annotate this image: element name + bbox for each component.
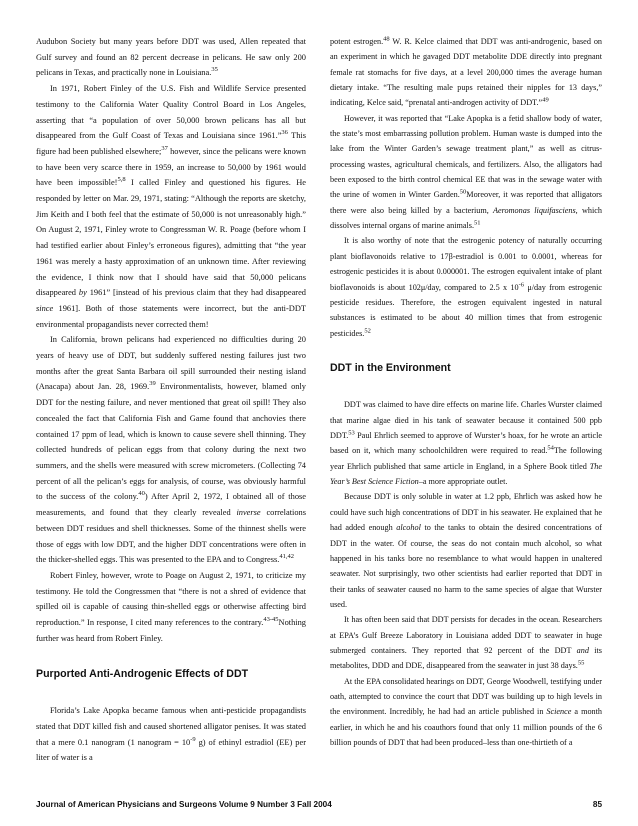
paragraph: Because DDT is only soluble in water at 1.2 ppb, Ehrlich was asked how he could have such high concentrations of DDT in his seawater. He explained that he had added enough alcohol to the tanks to obtain the desired concentrations of DDT in the water. Of course, the seas do not contain much alcohol, so what happened in his tanks bore no resemblance to what would happen in unaltered seawater. Not surprisingly, two other scientists had earlier reported that DDT in their tanks of seawater caused no harm to the same species of algae that Wurster used. bbox=[330, 492, 602, 609]
paragraph: Robert Finley, however, wrote to Poage on August 2, 1971, to criticize my testimony. He told the Congressmen that “there is not a shred of evidence that spilled oil is capable of causing thin-shelled eggs or otherwise affecting bird reproduction.” In response, I cited many references to the contrary.$^{43-45}$Nothing further was heard from Robert Finley. bbox=[36, 570, 306, 643]
paragraph: However, it was reported that “Lake Apopka is a fetid shallow body of water, the state’s most embarrassing pollution problem. Human waste is dumped into the lake from the Winter Garden’s sewage treatment plant,” as well as citrus-processing wastes, agricultural chemicals, and fertilizers. Also, the alligators had been exposed to the birth control chemical EE that was in the sewage water with the urine of women in Winter Garden.$^{50}$Moreover, it was reported that alligators there were also being killed by a bacterium, Aeromonas liquifasciens, which dissolves internal organs of marine animals.$^{51}$ bbox=[330, 113, 602, 231]
paragraph: In 1971, Robert Finley of the U.S. Fish and Wildlife Service presented testimony to the California Water Quality Control Board in Los Angeles, asserting that “a population of over 50,000 brown pelicans has all but disappeared from the Gulf Coast of Texas and Louisiana since 1961.”$^{36}$ This figure had been published elsewhere;$^{37}$ however, since the pelicans were known to have been very scarce there in 1959, an increase to 50,000 by 1961 would have been impossible!$^{5,8}$ I called Finley and questioned his figures. He responded by letter on Mar. 29, 1971, stating: “Although the reports are sketchy, Jim Keith and I both feel that the estimate of 50,000 is not unreasonably high.” On August 2, 1971, Finley wrote to Congressman W. R. Poage (before whom I had testified earlier about Finley’s erroneous figures), admitting that “the year 1961 was merely a hasty approximation of an unknown time. After reviewing the evidence, I think now that I should have said that 50,000 pelicans disappeared by 1961” [instead of his previous claim that they had disappeared since 1961]. Both of those statements were incorrect, but the anti-DDT environmental propagandists never corrected them! bbox=[36, 84, 307, 329]
paragraph: DDT was claimed to have dire effects on marine life. Charles Wurster claimed that marine algae died in his tank of seawater because it contained 500 ppb DDT.$^{53}$ Paul Ehrlich seemed to approve of Wurster’s hoax, for he wrote an article based on it, which many schoolchildren were required to read.$^{54}$The following year Ehrlich published that same article in England, in a Sphere Book titled The Year’s Best Science Fiction–a more appropriate outlet. bbox=[330, 400, 602, 487]
paragraph: Florida’s Lake Apopka became famous when anti-pesticide propagandists stated that DDT killed fish and caused shortened alligator penises. It was stated that a mere 0.1 nanogram (1 nanogram = $10^{-9}$ g) of ethinyl estradiol (EE) per liter of water is a bbox=[36, 706, 306, 763]
paragraph: It has often been said that DDT persists for decades in the ocean. Researchers at EPA’s Gulf Breeze Laboratory in Louisiana added DDT to seawater in huge submerged containers. They reported that 92 percent of the DDT and its metabolites, DDD and DDE, disappeared from the seawater in just 38 days.$^{55}$ bbox=[330, 615, 602, 671]
paragraph: It is also worthy of note that the estrogenic potency of naturally occurring plant bioflavonoids relative to 17β-estradiol is 0.001 to 0.0001, whereas for estrogenic pesticides it is about 0.000001. The estrogen equivalent intake of plant bioflavonoids is about 102μ/day, compared to 2.5 x $10^{-6}$ μ/day from estrogenic pesticide residues. Therefore, the estrogen equivalent ingested in natural substances is estimated to be about 40 million times that from estrogenic pesticides.$^{52}$ bbox=[330, 236, 603, 338]
paragraph: potent estrogen.$^{48}$ W. R. Kelce claimed that DDT was anti-androgenic, based on an experiment in which he gavaged DDT metabolite DDE directly into pregnant female rat stomachs for five days, at a level 200,000 times the average human dietary intake. “The resulting male pups retained their nipples for 13 days,” indicating, Kelce said, “prenatal anti-androgen activity of DDT.”$^{49}$ bbox=[330, 35, 603, 108]
right-column bbox=[330, 34, 602, 750]
page-footer bbox=[36, 800, 602, 809]
paragraph: At the EPA consolidated hearings on DDT, George Woodwell, testifying under oath, attempted to convince the court that DDT was building up to high levels in the environment. Incredibly, he had had an article published in Science a month earlier, in which he and his coauthors found that only 11 million pounds of the 6 billion pounds of DDT that had been produced–less than one-thirtieth of a bbox=[330, 676, 602, 747]
paragraph: Audubon Society but many years before DDT was used, Allen repeated that Gulf survey and found an 82 percent decrease in pelicans. He saw only 200 pelicans in Texas, and practically none in Louisiana.$^{35}$ bbox=[36, 37, 306, 78]
journal-citation: Journal of American Physicians and Surgeons Volume 9 Number 3 Fall 2004 bbox=[36, 800, 332, 809]
paragraph: In California, brown pelicans had experienced no difficulties during 20 years of heavy use of DDT, but suddenly suffered nesting failures just two months after the great Santa Barbara oil spill surrounded their nesting island (Anacapa) about Jan. 28, 1969.39 Environmentalists, however, blamed only DDT for the nesting failure, and never mentioned that great oil spill! They also concealed the fact that California Fish and Game found that anchovies there contained 17 ppm of lead, which is known to cause severe shell thinning. They collected hundreds of pelican eggs from that colony during the next two summers, and the shells were measured with screw micrometers. (Collecting 74 percent of all the pelican’s eggs for analysis, of course, was obviously harmful to the success of the colony.$^{40}$) After April 2, 1972, I obtained all of those measurements, and found that they clearly revealed inverse correlations between DDT residues and shell thicknesses. Some of the thinnest shells were those of eggs with low DDT, and the higher DDT concentrations were often in the thicker-shelled eggs. This was presented to the EPA and to Congress.$^{41,42}$ bbox=[36, 335, 306, 565]
section-heading: Purported Anti-Androgenic Effects of DDT bbox=[36, 668, 249, 681]
left-column bbox=[36, 34, 306, 766]
page-number: 85 bbox=[592, 800, 602, 809]
section-heading: DDT in the Environment bbox=[330, 362, 451, 375]
